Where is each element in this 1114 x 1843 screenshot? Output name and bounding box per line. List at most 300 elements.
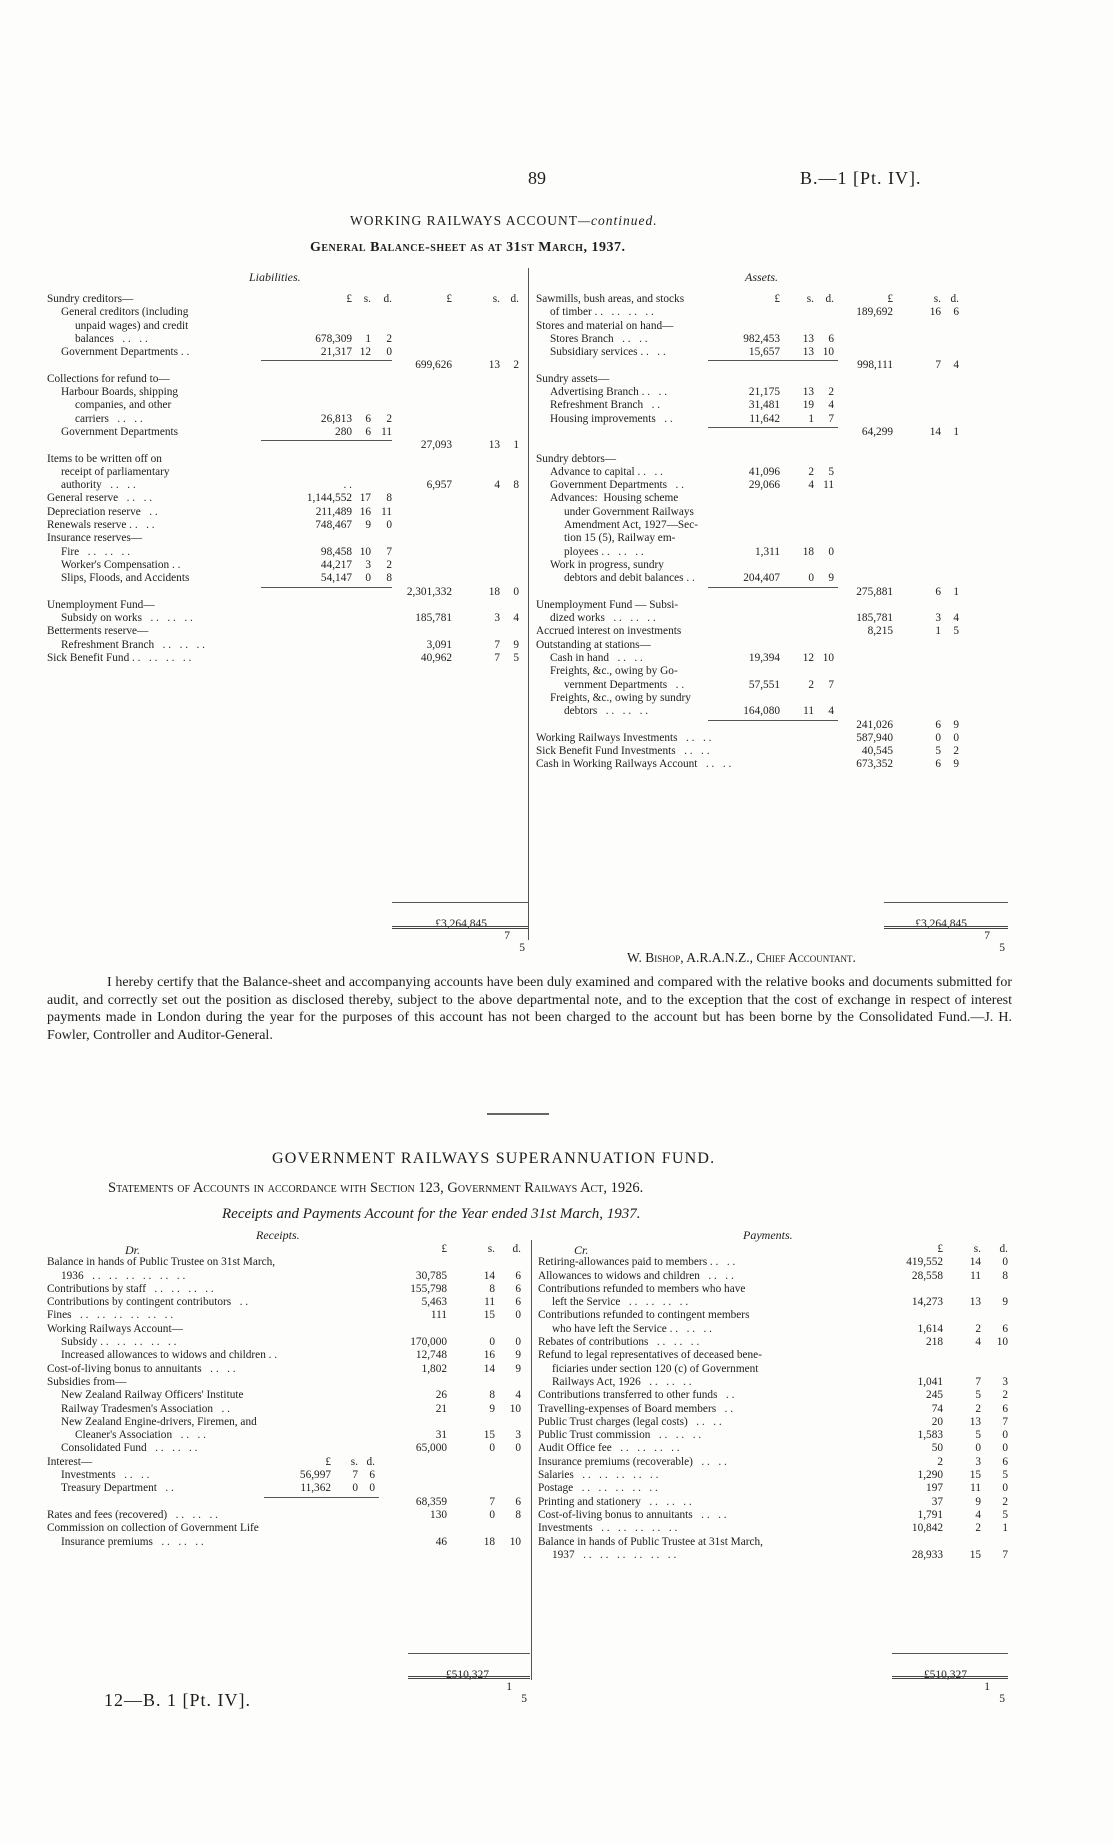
amount-shillings: 0 (489, 1336, 495, 1349)
table-row (536, 519, 981, 532)
amount-pounds: 65,000 (415, 1442, 447, 1455)
row-label: Insurance premiums (recoverable) . . . . (538, 1455, 727, 1468)
amount-pence: 2 (513, 359, 519, 372)
amount-pounds: 41,096 (748, 465, 780, 478)
amount-shillings: 15 (969, 1469, 981, 1482)
amount-shillings: 13 (969, 1296, 981, 1309)
amount-pence: 11 (381, 505, 392, 518)
row-label: Contributions refunded to contingent members (538, 1309, 750, 1322)
amount-shillings: 18 (483, 1535, 495, 1548)
amount-shillings: 2 (975, 1402, 981, 1415)
table-row (536, 559, 981, 572)
table-row (538, 1309, 1010, 1322)
amount-shillings: 11 (970, 1482, 981, 1495)
amount-pence: 0 (953, 731, 959, 744)
amount-shillings: 8 (489, 1389, 495, 1402)
payments-total-rule (892, 1653, 1008, 1654)
row-label: vernment Departments . . (564, 678, 685, 691)
table-row (536, 413, 981, 426)
row-label: carriers . . . . (75, 412, 143, 425)
amount-pence: d. (383, 293, 392, 305)
amount-pence: 4 (513, 612, 519, 625)
amount-shillings: 0 (352, 1482, 358, 1495)
amount-pounds: 28,558 (911, 1269, 943, 1282)
amount-pounds: 189,692 (856, 306, 893, 319)
payments-total-shillings: 1 (984, 1681, 990, 1693)
amount-pence: 2 (386, 412, 392, 425)
table-row (536, 346, 981, 359)
row-label: Betterments reserve— (47, 625, 149, 638)
row-label: New Zealand Railway Officers' Institute (61, 1389, 244, 1402)
amount-pence: 4 (953, 359, 959, 372)
amount-shillings: 1 (808, 412, 814, 425)
amount-shillings: 11 (803, 705, 814, 718)
table-row (47, 466, 524, 479)
row-label: Salaries . . . . . . . . . . (538, 1469, 659, 1482)
amount-pence: 11 (823, 479, 834, 492)
amount-pounds: 1,791 (917, 1508, 943, 1521)
amount-pounds: 241,026 (856, 718, 893, 731)
table-row (47, 1416, 527, 1429)
amount-pounds: 11,642 (749, 412, 780, 425)
amount-pounds: 3,091 (426, 638, 452, 651)
amount-pence: d. (512, 1243, 521, 1255)
amount-pounds: 245 (926, 1389, 943, 1402)
amount-shillings: 5 (975, 1389, 981, 1402)
amount-shillings: 3 (935, 612, 941, 625)
amount-pence: 9 (515, 1362, 521, 1375)
amount-pounds: 185,781 (856, 612, 893, 625)
amount-pence: 0 (515, 1442, 521, 1455)
table-row (47, 439, 524, 452)
amount-shillings: 6 (935, 718, 941, 731)
amount-shillings: 14 (483, 1269, 495, 1282)
liabilities-table (47, 293, 524, 665)
amount-shillings: 13 (488, 359, 500, 372)
amount-shillings: 13 (969, 1415, 981, 1428)
amount-pence: 0 (1002, 1429, 1008, 1442)
amount-shillings: 14 (969, 1256, 981, 1269)
table-row (47, 639, 524, 652)
row-label: Unemployment Fund — Subsi- (536, 598, 679, 611)
amount-pounds: 44,217 (320, 558, 352, 571)
liabilities-total-pence: 5 (519, 942, 525, 954)
table-row (47, 453, 524, 466)
row-label: ficiaries under section 120 (c) of Government (552, 1362, 759, 1375)
amount-pounds: £ (441, 1243, 447, 1255)
table-row (47, 1536, 527, 1549)
table-row (536, 692, 981, 705)
row-label: Insurance premiums . . . . . . (61, 1535, 204, 1548)
table-row (47, 1403, 527, 1416)
table-row (536, 758, 981, 771)
amount-shillings: 11 (484, 1296, 495, 1309)
table-row (538, 1256, 1010, 1269)
amount-pounds: 275,881 (856, 585, 893, 598)
payments-total-pounds: £510,327 (923, 1669, 967, 1681)
table-row (47, 1456, 527, 1469)
row-label: Cost-of-living bonus to annuitants . . . . (47, 1362, 236, 1375)
amount-pence: 0 (369, 1482, 375, 1495)
row-label: Items to be written off on (47, 452, 162, 465)
amount-pounds: 50 (931, 1442, 943, 1455)
amount-pence: 9 (513, 638, 519, 651)
amount-shillings: 13 (802, 332, 814, 345)
amount-pounds: 678,309 (315, 332, 352, 345)
amount-pence: 6 (828, 332, 834, 345)
amount-pence: 4 (828, 705, 834, 718)
liabilities-total-double-rule (392, 926, 528, 929)
table-row (47, 1442, 527, 1455)
amount-pence: 6 (369, 1469, 375, 1482)
row-label: Subsidy . . . . . . . . . . (61, 1336, 177, 1349)
assets-total-double-rule (884, 926, 1008, 929)
amount-pounds: 31 (435, 1429, 447, 1442)
amount-pence: 11 (381, 425, 392, 438)
row-label: Public Trust charges (legal costs) . . . . (538, 1415, 722, 1428)
amount-shillings: 10 (359, 545, 371, 558)
row-label: Stores Branch . . . . (550, 332, 648, 345)
row-label: New Zealand Engine-drivers, Firemen, and (61, 1415, 257, 1428)
payments-total (872, 1657, 1010, 1717)
table-row (47, 346, 524, 359)
amount-pence: 6 (515, 1495, 521, 1508)
table-row (47, 413, 524, 426)
superannuation-title: GOVERNMENT RAILWAYS SUPERANNUATION FUND. (272, 1150, 716, 1167)
receipts-total-pounds: £510,327 (445, 1669, 489, 1681)
amount-pounds: £ (446, 293, 452, 305)
table-row (47, 1469, 527, 1482)
table-row (47, 546, 524, 559)
table-row (47, 1349, 527, 1362)
row-label: Slips, Floods, and Accidents (61, 572, 190, 585)
amount-shillings: 12 (359, 346, 371, 359)
amount-pence: 6 (1002, 1455, 1008, 1468)
amount-shillings: 13 (802, 346, 814, 359)
amount-pence: 0 (386, 519, 392, 532)
table-row (47, 1336, 527, 1349)
table-row (536, 453, 981, 466)
row-label: Audit Office fee . . . . . . . . (538, 1442, 680, 1455)
amount-pounds: 14,273 (911, 1296, 943, 1309)
amount-shillings: s. (492, 293, 500, 305)
assets-heading: Assets. (745, 270, 778, 284)
row-label: Contributions refunded to members who have (538, 1282, 746, 1295)
amount-shillings: 17 (359, 492, 371, 505)
amount-shillings: 7 (352, 1469, 358, 1482)
amount-pounds: 98,458 (320, 545, 352, 558)
row-label: Government Departments . . (550, 479, 684, 492)
amount-pence: 0 (828, 545, 834, 558)
table-row (536, 665, 981, 678)
table-row (538, 1522, 1010, 1535)
table-row (538, 1509, 1010, 1522)
amount-pence: 4 (828, 399, 834, 412)
row-label: Fines . . . . . . . . . . . . (47, 1309, 174, 1322)
row-label: Investments . . . . . . . . . . (538, 1522, 678, 1535)
row-label: Amendment Act, 1927—Sec- (564, 519, 698, 532)
amount-pounds: 280 (335, 425, 352, 438)
amount-pounds: 64,299 (861, 425, 893, 438)
row-label: ployees . . . . . . (564, 545, 644, 558)
amount-pence: 7 (1002, 1415, 1008, 1428)
table-row (47, 306, 524, 319)
amount-shillings: 7 (494, 652, 500, 665)
amount-pounds: 587,940 (856, 731, 893, 744)
amount-pence: 1 (953, 585, 959, 598)
row-label: Treasury Department . . (61, 1482, 174, 1495)
amount-pence: 3 (515, 1429, 521, 1442)
amount-pounds: 26 (435, 1389, 447, 1402)
row-label: Government Departments . . (61, 346, 190, 359)
amount-shillings: s. (806, 293, 814, 305)
liabilities-total-shillings: 7 (504, 930, 510, 942)
amount-pence: 5 (1002, 1508, 1008, 1521)
row-label: Subsidies from— (47, 1375, 127, 1388)
amount-pounds: 12,748 (415, 1349, 447, 1362)
table-row (536, 599, 981, 612)
amount-pounds: 31,481 (748, 399, 780, 412)
amount-shillings: 0 (489, 1442, 495, 1455)
amount-pence: 2 (386, 558, 392, 571)
row-label: Rates and fees (recovered) . . . . . . (47, 1508, 218, 1521)
row-label: Government Departments (61, 425, 179, 438)
amount-shillings: 3 (975, 1455, 981, 1468)
row-label: Retiring-allowances paid to members . . . . (538, 1256, 736, 1269)
amount-pounds: 40,962 (420, 652, 452, 665)
amount-shillings: s. (933, 293, 941, 305)
amount-shillings: 2 (808, 678, 814, 691)
amount-pounds: 21,175 (748, 386, 780, 399)
amount-pounds: 10,842 (911, 1522, 943, 1535)
debit-label: Dr. (125, 1243, 141, 1257)
table-row (536, 386, 981, 399)
amount-shillings: s. (487, 1243, 495, 1255)
row-label: of timber . . . . . . . . (550, 306, 654, 319)
table-row (47, 1429, 527, 1442)
amount-shillings: 2 (975, 1322, 981, 1335)
liabilities-total-rule (392, 902, 528, 903)
row-label: Cleaner's Association . . . . (75, 1429, 206, 1442)
amount-pence: 4 (953, 612, 959, 625)
table-row (47, 1323, 527, 1336)
row-label: Interest— (47, 1455, 93, 1468)
row-label: Working Railways Investments . . . . (536, 731, 712, 744)
amount-pounds: 20 (931, 1415, 943, 1428)
amount-shillings: 16 (483, 1349, 495, 1362)
amount-pence: 1 (1002, 1522, 1008, 1535)
row-label: Cost-of-living bonus to annuitants . . . . (538, 1508, 727, 1521)
amount-pounds: £ (774, 293, 780, 305)
table-row (538, 1469, 1010, 1482)
table-row (47, 1243, 527, 1256)
table-row (536, 732, 981, 745)
receipts-total-shillings: 1 (506, 1681, 512, 1693)
row-label: Printing and stationery . . . . . . (538, 1495, 692, 1508)
amount-shillings: 15 (483, 1429, 495, 1442)
row-label: Collections for refund to— (47, 372, 170, 385)
table-row (47, 1270, 527, 1283)
printer-signature-mark: 12—B. 1 [Pt. IV]. (104, 1690, 251, 1710)
amount-pounds: 982,453 (743, 332, 780, 345)
amount-pence: 7 (386, 545, 392, 558)
amount-pence: 9 (515, 1349, 521, 1362)
amount-shillings: 9 (489, 1402, 495, 1415)
table-row (536, 333, 981, 346)
row-label: Insurance reserves— (47, 532, 143, 545)
row-label: Allowances to widows and children . . . . (538, 1269, 734, 1282)
amount-shillings: 7 (494, 638, 500, 651)
payments-table (538, 1243, 1010, 1562)
row-label: 1937 . . . . . . . . . . . . (552, 1548, 677, 1561)
table-row (536, 306, 981, 319)
table-row (536, 639, 981, 652)
table-row (538, 1429, 1010, 1442)
row-label: Housing improvements . . (550, 412, 673, 425)
table-row (47, 1363, 527, 1376)
amount-shillings: 11 (970, 1269, 981, 1282)
table-row (47, 1283, 527, 1296)
amount-shillings: 0 (935, 731, 941, 744)
amount-shillings: 4 (975, 1336, 981, 1349)
amount-shillings: 0 (808, 572, 814, 585)
balance-sheet-divider (528, 268, 529, 940)
amount-shillings: 3 (494, 612, 500, 625)
amount-pounds: 15,657 (748, 346, 780, 359)
section-title (350, 213, 658, 229)
amount-pence: 7 (828, 678, 834, 691)
amount-pence: 0 (515, 1309, 521, 1322)
row-label: Cash in hand . . . . (550, 652, 643, 665)
amount-pence: 1 (953, 425, 959, 438)
row-label: receipt of parliamentary (61, 465, 170, 478)
table-row (538, 1416, 1010, 1429)
row-label: General reserve . . . . (47, 492, 153, 505)
table-row (536, 625, 981, 638)
amount-pence: 6 (515, 1269, 521, 1282)
row-label: Sundry debtors— (536, 452, 617, 465)
amount-pence: 9 (828, 572, 834, 585)
table-row (47, 506, 524, 519)
table-row (538, 1243, 1010, 1256)
receipts-total-pence: 5 (521, 1693, 527, 1705)
row-label: Cash in Working Railways Account . . . . (536, 758, 732, 771)
assets-total-pounds: £3,264,845 (915, 918, 967, 930)
table-row (536, 320, 981, 333)
row-label: debtors . . . . . . (564, 705, 649, 718)
amount-pounds: £ (325, 1455, 331, 1468)
amount-pounds: 419,552 (906, 1256, 943, 1269)
row-label: Railways Act, 1926 . . . . . . (552, 1375, 692, 1388)
table-row (47, 320, 524, 333)
amount-pence: 0 (386, 346, 392, 359)
row-label: Worker's Compensation . . (61, 558, 181, 571)
amount-pence: 5 (1002, 1469, 1008, 1482)
row-label: Investments . . . . (61, 1469, 150, 1482)
row-label: Postage . . . . . . . . . . (538, 1482, 658, 1495)
row-label: General creditors (including (61, 306, 189, 319)
amount-pounds: £ (346, 293, 352, 305)
table-row (536, 293, 981, 306)
amount-pence: 0 (513, 585, 519, 598)
amount-shillings: 0 (975, 1442, 981, 1455)
amount-pounds: 56,997 (299, 1469, 331, 1482)
amount-shillings: 8 (489, 1282, 495, 1295)
amount-shillings: 6 (935, 758, 941, 771)
amount-shillings: 13 (802, 386, 814, 399)
row-label: Refreshment Branch . . . . . . (61, 638, 206, 651)
amount-pence: 8 (1002, 1269, 1008, 1282)
amount-pounds: 29,066 (748, 479, 780, 492)
amount-pounds: 5,463 (421, 1296, 447, 1309)
table-row (536, 426, 981, 439)
table-row (536, 492, 981, 505)
table-row (538, 1442, 1010, 1455)
amount-shillings: 4 (975, 1508, 981, 1521)
receipts-total-rule (408, 1653, 530, 1654)
amount-pounds: 68,359 (415, 1495, 447, 1508)
amount-pounds: 204,407 (743, 572, 780, 585)
amount-pounds: 673,352 (856, 758, 893, 771)
amount-shillings: 1 (935, 625, 941, 638)
amount-pence: d. (510, 293, 519, 305)
row-label: Outstanding at stations— (536, 638, 651, 651)
row-label: authority . . . . (61, 479, 136, 492)
table-row (536, 679, 981, 692)
row-label: Unemployment Fund— (47, 598, 155, 611)
amount-shillings: 14 (483, 1362, 495, 1375)
amount-shillings: 0 (365, 572, 371, 585)
row-label: Depreciation reserve . . (47, 505, 158, 518)
table-row (538, 1376, 1010, 1389)
amount-shillings: 0 (489, 1508, 495, 1521)
amount-pence: 6 (1002, 1322, 1008, 1335)
row-label: Subsidy on works . . . . . . (61, 612, 193, 625)
amount-pence: 2 (1002, 1389, 1008, 1402)
amount-shillings: 19 (802, 399, 814, 412)
amount-pounds: 197 (926, 1482, 943, 1495)
table-row (538, 1270, 1010, 1283)
amount-shillings: 2 (808, 465, 814, 478)
amount-shillings: 6 (365, 425, 371, 438)
row-label: Subsidiary services . . . . (550, 346, 666, 359)
amount-shillings: 9 (365, 519, 371, 532)
table-row (538, 1403, 1010, 1416)
table-row (47, 492, 524, 505)
amount-pence: 6 (953, 306, 959, 319)
amount-pounds: 130 (430, 1508, 447, 1521)
amount-pence: 8 (386, 492, 392, 505)
table-row (536, 373, 981, 386)
amount-pounds: 1,311 (755, 545, 780, 558)
amount-shillings: 18 (488, 585, 500, 598)
row-label: Travelling-expenses of Board members . . (538, 1402, 734, 1415)
table-row (538, 1549, 1010, 1562)
amount-pounds: 21,317 (320, 346, 352, 359)
receipts-payments-title: Receipts and Payments Account for the Year ended 31st March, 1937. (222, 1206, 641, 1222)
table-row (538, 1389, 1010, 1402)
row-label: under Government Railways (564, 505, 694, 518)
row-label: Refreshment Branch . . (550, 399, 661, 412)
receipts-heading: Receipts. (256, 1228, 300, 1242)
amount-pence: d. (366, 1455, 375, 1468)
amount-pounds: 218 (926, 1336, 943, 1349)
row-label: Contributions by staff . . . . . . . . (47, 1282, 214, 1295)
row-label: Advance to capital . . . . (550, 465, 663, 478)
table-row (47, 1509, 527, 1522)
amount-pounds: 21 (435, 1402, 447, 1415)
table-row (536, 439, 981, 452)
